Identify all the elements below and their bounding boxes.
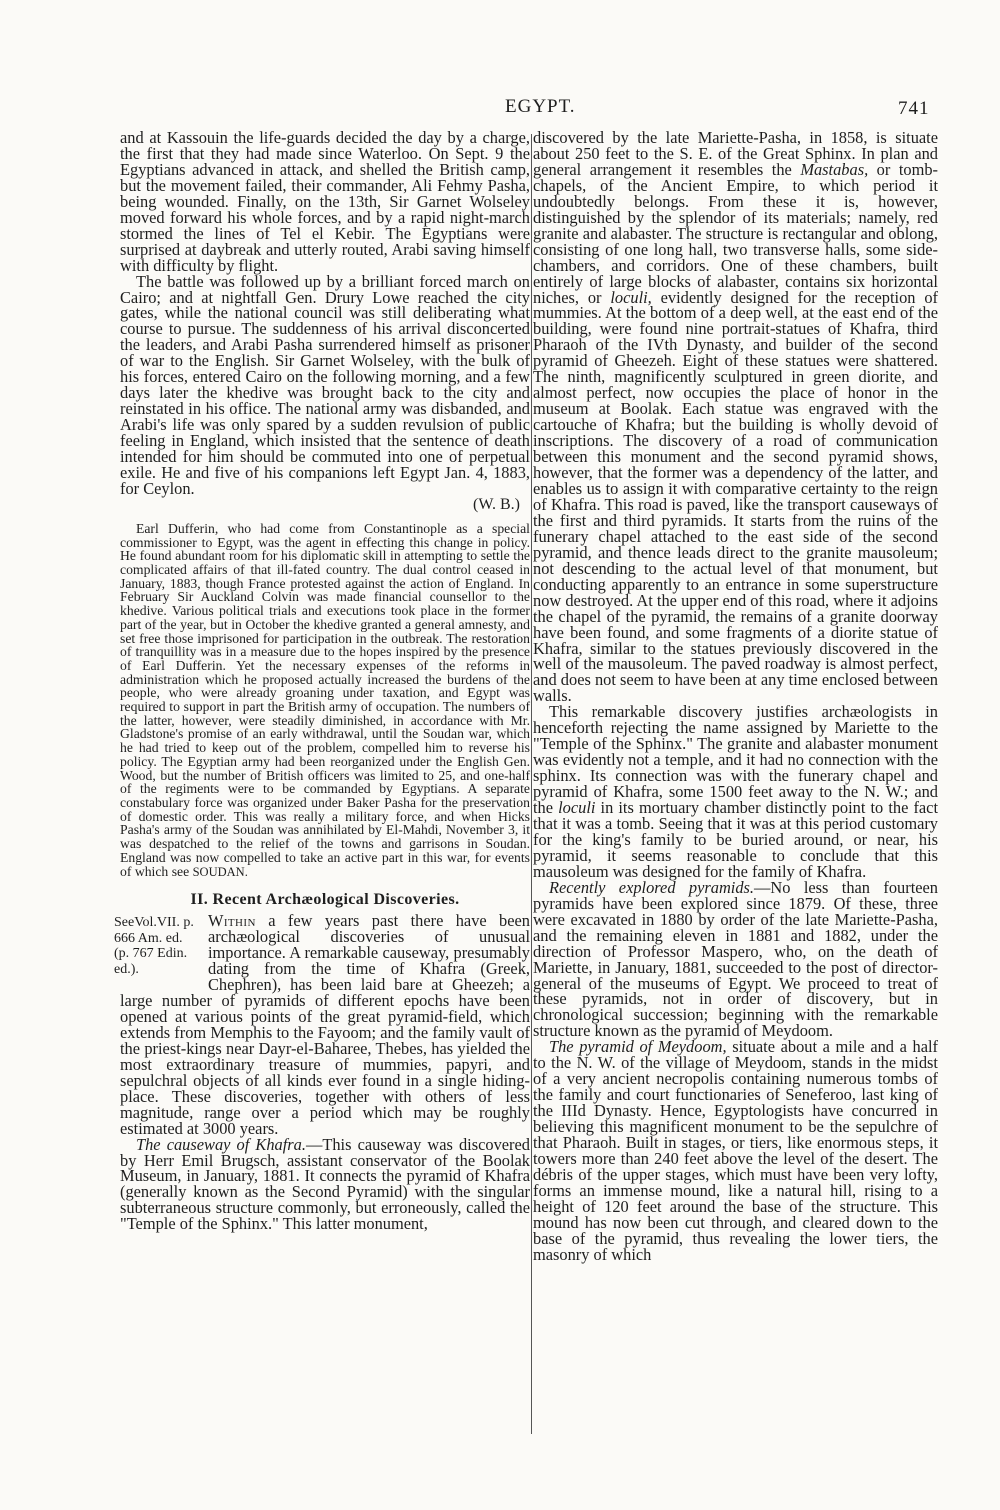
subheading-causeway: The causeway of Khafra. (136, 1134, 306, 1154)
term-loculi-2: loculi (558, 798, 596, 818)
temple-text-c: evidently designed for the reception of mummies. At the bottom of a deep well, at the east end of the building, were found nine portrait-statues of Khafra, third Pharaoh of the IVth Dynasty, and builder of the second pyramid of Gheezeh. Eight of these statues were shattered. The ninth, magnificently sculptured in green diorite, and almost perfect, now occupies the place of honor in the museum at Boolak. Each statue was engraved with the cartouche of Khafra; but the building is wholly devoid of inscriptions. The discovery of a road of communication between this monument and the second pyramid shows, however, that the former was a dependency of the latter, and enables us to assign it with comparative certainty to the reign of Khafra. This road is paved, like the transport causeways of the first and third pyramids. It starts from the ruins of the funerary chapel attached to the east side of the second pyramid, and thence leads direct to the granite mausoleum; not descending to the actual level of that monument, but conducting apparently to an entrance in some superstructure now destroyed. At the upper end of this road, where it adjoins the chapel of the pyramid, the remains of a granite doorway have been found, and some fragments of a diorite statue of Khafra, similar to the statues previously discovered in the well of the mausoleum. The paved roadway is almost perfect, and does not seem to have been at any time enclosed between walls. (533, 287, 938, 706)
term-mastabas: Mastabas, (800, 159, 869, 179)
paragraph-lead-word: Within (208, 911, 256, 931)
small-print-paragraph (120, 522, 530, 879)
section-heading: II. Recent Archæological Discoveries. (190, 891, 460, 909)
causeway-text: —This causeway was discovered by Herr Emil Brugsch, assistant conservator of the Boolak Museum, in January, 1881. It connects the pyramid of Khafra (generally known as the Second Pyramid) with the singular subterraneous structure commonly, but erroneously, called the "Temple of the Sphinx." This latter monument, (120, 1134, 530, 1234)
paragraph-remarkable-discovery (533, 704, 938, 879)
left-column (114, 128, 530, 1234)
discovery-text-a: This remarkable discovery justifies archæologists in henceforth rejecting the name assigned by Mariette to the "Temple of the Sphinx." The granite and alabaster monument was evidently not a temple, and it had no connection with the sphinx. Its connection was with the funerary chapel and pyramid of Khafra, some 1500 feet away to the N. W.; and the (533, 702, 938, 818)
paragraph-march-on-cairo: The battle was followed up by a brilliant forced march on Cairo; and at nightfall Gen. Drury Lowe reached the city gates, while the national council was still deliberating what course to pursue. The suddenness of his arrival disconcerted the leaders, and Arabi Pasha surrendered himself as prisoner of war to the English. Sir Garnet Wolseley, with the bulk of his forces, entered Cairo on the following morning, and a few days later the khedive was brought back to the city and reinstated in his office. The national army was disbanded, and Arabi's life was only spared by a sudden revulsion of public feeling in England, which insisted that the sentence of death intended for him should be commuted into one of perpetual exile. He and five of his companions left Egypt Jan. 4, 1883, for Ceylon. (120, 271, 530, 498)
page-number: 741 (898, 98, 930, 119)
column-rule (531, 134, 532, 1434)
discovery-text-b: in its mortuary chamber distinctly point to the fact that it was a tomb. Seeing that it was at this period customary for the king's family to be buried around, or near, his pyramid, it seems reasonable to conclude that this mausoleum was designed for the family of Khafra. (533, 798, 939, 881)
paragraph-archaeological-discoveries (114, 911, 530, 1138)
paragraph-causeway-of-khafra (120, 1134, 530, 1234)
cross-reference-soudan: SOUDAN. (192, 864, 248, 879)
dufferin-text: Earl Dufferin, who had come from Constantinople as a special commissioner to Egypt, was the agent in effecting this change in policy. He found abundant room for his diplomatic skill in attempting to settle the complicated affairs of that ill-fated country. The dual control ceased in January, 1883, though France protested against the action of England. In February Sir Auckland Colvin was made financial counsellor to the khedive. Various political trials and executions took place in the former part of the year, but in October the khedive granted a general amnesty, and set free those imprisoned for participation in the outbreak. The restoration of tranquillity was in a measure due to the hopes inspired by the presence of Earl Dufferin. Yet the necessary expenses of the reforms in administration which he proposed actually increased the burdens of the people, who were already groaning under taxation, and Egypt was required to support in part the British army of occupation. The numbers of the latter, however, were steadily diminished, in accordance with Mr. Gladstone's promise of an early withdrawal, until the Soudan war, which he had tried to keep out of the problem, compelled him to reverse his policy. The Egyptian army had been reorganized under the English Gen. Wood, but the number of British officers was limited to 25, and one-half of the regiments were to be commanded by Egyptians. A separate constabulary force was organized under Baker Pasha for the preservation of domestic order. This was really a military force, and when Hicks Pasha's army of the Soudan was annihilated by El-Mahdi, November 3, it was despatched to the relief of the towns and garrisons in Soudan. England was now compelled to take an active part in this war, for events of which see (120, 520, 530, 879)
temple-text-a: discovered by the late Mariette-Pasha, in 1858, is situate about 250 feet to the S. E. of the Great Sphinx. In plan and general arrangement it resembles the (533, 128, 938, 179)
subheading-meydoom: The pyramid of Meydoom, (549, 1037, 727, 1057)
running-head (0, 96, 1000, 126)
discoveries-text: a few years past there have been archæological discoveries of unusual importance. A remarkable causeway, presumably dating from the time of Khafra (Greek, Chephren), has been laid bare at Gheezeh; a large number of pyramids of different epochs have been opened at various points of the great pyramid-field, which extends from Memphis to the Fayoom; and the family vault of the priest-kings near Dayr-el-Baharee, Thebes, has yielded the most extraordinary treasure of mummies, papyri, and sepulchral objects of all kinds ever found in a single hiding-place. These discoveries, together with others of less magnitude, range over a period which may be roughly estimated at 3000 years. (120, 911, 530, 1138)
right-column (533, 130, 938, 1263)
meydoom-text: situate about a mile and a half to the N. W. of the village of Meydoom, stands in the midst of a very ancient necropolis containing numerous tombs of the family and court functionaries of Seneferoo, last king of the IIId Dynasty. Hence, Egyptologists have concurred in believing this magnificent monument to be the sepulchre of that Pharaoh. Built in stages, or tiers, like enormous steps, it towers more than 240 feet above the level of the desert. The débris of the upper stages, which must have been very lofty, forms an immense mound, like a natural hill, rising to a height of 120 feet around the base of the structure. This mound has now been cut through, and cleared down to the base of the pyramid, thus revealing the lower tiers, the masonry of which (533, 1037, 938, 1264)
paragraph-temple-continued (533, 130, 938, 704)
paragraph-kassouin: and at Kassouin the life-guards decided the day by a charge, the first that they had made since Waterloo. On Sept. 9 the Egyptians advanced in attack, and shelled the British camp, but the movement failed, their commander, Ali Fehmy Pasha, being wounded. Finally, on the 13th, Sir Garnet Wolseley moved forward his whole forces, and by a rapid night-march stormed the lines of Tel el Kebir. The Egyptians were surprised at daybreak and utterly routed, Arabi saving himself with difficulty by flight. (120, 128, 530, 275)
subheading-recent-pyramids: Recently explored pyramids. (549, 877, 755, 897)
margin-note: SeeVol.VII. p. 666 Am. ed. (p. 767 Edin. ed.). (114, 915, 194, 977)
temple-text-b: or tomb-chapels, of the Ancient Empire, to which period it undoubtedly belongs. From these it is, however, distinguished by the splendor of its materials; namely, red granite and alabaster. The structure is rectangular and oblong, consisting of one long hall, two transverse halls, some side-chambers, and corridors. One of these chambers, built entirely of large blocks of alabaster, contains six horizontal niches, or (533, 159, 938, 307)
paragraph-recently-explored-pyramids (533, 877, 938, 1041)
author-signature: (W. B.) (473, 495, 520, 513)
paragraph-pyramid-of-meydoom (533, 1039, 938, 1262)
recent-pyramids-text: —No less than fourteen pyramids have been explored since 1879. Of these, three were excavated in 1880 by order of the late Mariette-Pasha, and the remaining eleven in 1881 and 1882, under the direction of Professor Maspero, who, on the death of Mariette, in January, 1881, succeeded to the post of director-general of the museums of Egypt. We proceed to treat of these pyramids, not in order of discovery, but in chronological succession; beginning with the remarkable structure known as the pyramid of Meydoom. (533, 877, 938, 1041)
term-loculi: loculi, (610, 287, 652, 307)
running-title: EGYPT. (505, 96, 576, 117)
